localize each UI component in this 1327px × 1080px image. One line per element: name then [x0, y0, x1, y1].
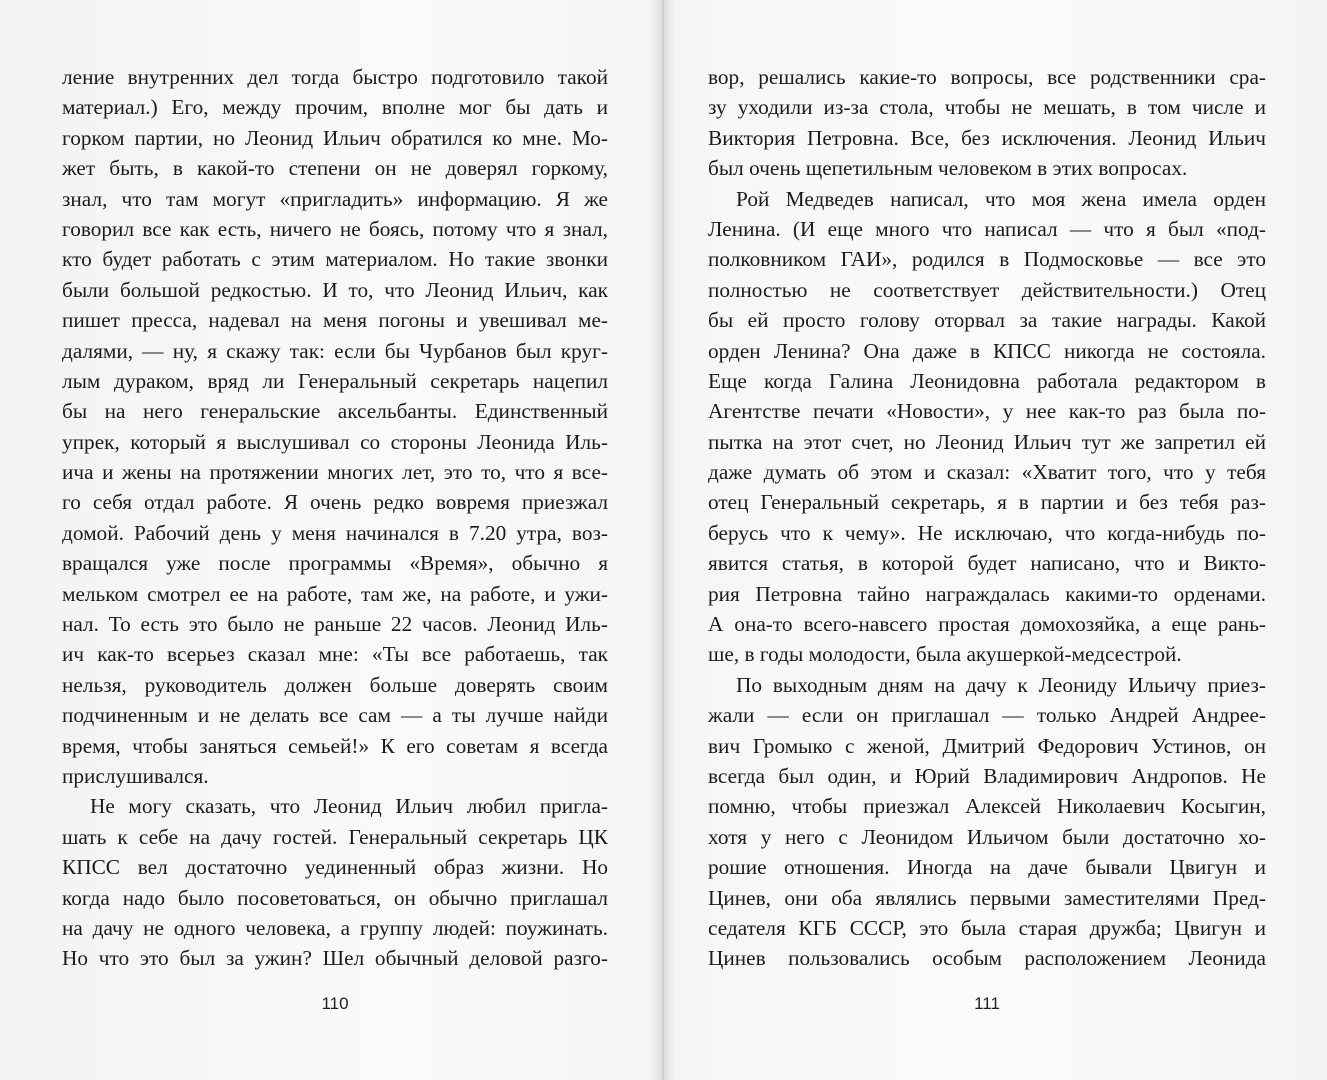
book-gutter — [662, 0, 664, 1080]
text-line: орден Ленина? Она даже в КПСС никогда не состояла. — [708, 338, 1266, 363]
text-line: рошие отношения. Иногда на даче бывали Цвигун и — [708, 855, 1266, 880]
text-line: зу уходили из-за стола, чтобы не мешать, в том числе и — [708, 95, 1266, 120]
text-line: ич как-то всерьез сказал мне: «Ты все работаешь, так — [62, 642, 608, 667]
text-line: вор, решались какие-то вопросы, все родственники сра- — [708, 65, 1266, 89]
text-line: го себя отдал работе. Я очень редко вовремя приезжал — [62, 490, 608, 515]
text-line: далями, — ну, я скажу так: если бы Чурбанов был круг- — [62, 338, 608, 363]
text-line: отец Генеральный секретарь, я в партии и без тебя раз- — [708, 490, 1266, 515]
text-line: Но что это был за ужин? Шел обычный деловой разго- — [62, 946, 608, 971]
text-line: Агентстве печати «Новости», у нее как-то раз была по- — [708, 399, 1266, 424]
text-line: Цинев, они оба являлись первыми заместителями Пред- — [708, 885, 1266, 910]
text-line: на дачу не одного человека, а группу людей: поужинать. — [62, 915, 608, 940]
text-line: Цинев пользовались особым расположением Леонида — [708, 946, 1266, 971]
text-line: полковником ГАИ», родился в Подмосковье — все это — [708, 247, 1266, 272]
text-line: всегда был один, и Юрий Владимирович Андропов. Не — [708, 763, 1266, 788]
text-line: мельком смотрел ее на работе, там же, на работе, и ужи- — [62, 581, 608, 606]
text-line: время, чтобы заняться семьей!» К его советам я всегда — [62, 733, 608, 758]
text-line: материал.) Его, между прочим, вполне мог бы дать и — [62, 95, 608, 120]
right-page — [708, 62, 1266, 974]
text-line: вич Громыко с женой, Дмитрий Федорович Устинов, он — [708, 733, 1266, 758]
paragraph-end-line: ше, в годы молодости, была акушеркой-медсестрой. — [708, 642, 1182, 667]
page-number-right: 111 — [974, 994, 1000, 1013]
text-line: А она-то всего-навсего простая домохозяйка, а еще рань- — [708, 612, 1266, 637]
paragraph-end-line: был очень щепетильным человеком в этих вопросах. — [708, 156, 1188, 181]
text-line: жет быть, в какой-то степени он не доверял горкому, — [62, 156, 608, 181]
text-line: говорил все как есть, ничего не боясь, потому что я знал, — [62, 216, 608, 241]
text-line: пишет пресса, надевал на меня погоны и увешивал ме- — [62, 308, 608, 333]
text-line: упрек, который я выслушивал со стороны Леонида Иль- — [62, 429, 608, 454]
text-line: жали — если он приглашал — только Андрей Андрее- — [708, 703, 1266, 728]
text-line: бы ей просто голову оторвал за такие награды. Какой — [708, 308, 1266, 333]
text-line: вращался уже после программы «Время», обычно я — [62, 551, 608, 576]
text-line: горком партии, но Леонид Ильич обратился ко мне. Мо- — [62, 125, 608, 150]
paragraph-start-line: По выходным дням на дачу к Леониду Ильичу приез- — [736, 672, 1266, 697]
text-line: домой. Рабочий день у меня начинался в 7.20 утра, воз- — [62, 520, 608, 545]
text-line: подчиненным и не делать все сам — а ты лучше найди — [62, 703, 608, 728]
text-line: седателя КГБ СССР, это была старая дружба; Цвигун и — [708, 915, 1266, 940]
text-line: бы на него генеральские аксельбанты. Единственный — [62, 399, 608, 424]
text-line: нельзя, руководитель должен больше доверять своим — [62, 672, 608, 697]
left-page — [62, 62, 608, 974]
text-line: явится статья, в которой будет написано, что и Викто- — [708, 551, 1266, 576]
page-number-left: 110 — [321, 994, 349, 1013]
text-line: пытка на этот счет, но Леонид Ильич тут же запретил ей — [708, 429, 1266, 454]
text-line: берусь что к чему». Не исключаю, что когда-нибудь по- — [708, 520, 1266, 545]
text-line: ича и жены на протяжении многих лет, это то, что я все- — [62, 460, 608, 485]
text-line: рия Петровна тайно награждалась какими-то орденами. — [708, 581, 1266, 606]
paragraph-start-line: Не могу сказать, что Леонид Ильич любил пригла- — [90, 794, 608, 819]
text-line: Ленина. (И еще много что написал — что я был «под- — [708, 216, 1266, 241]
text-line: помню, чтобы приезжал Алексей Николаевич Косыгин, — [708, 794, 1266, 819]
text-line: Виктория Петровна. Все, без исключения. Леонид Ильич — [708, 125, 1266, 150]
text-line: знал, что там могут «пригладить» информацию. Я же — [62, 186, 608, 211]
text-line: хотя у него с Леонидом Ильичом были достаточно хо- — [708, 824, 1266, 849]
paragraph-end-line: прислушивался. — [62, 763, 209, 788]
text-line: даже думать об этом и сказал: «Хватит того, что у тебя — [708, 460, 1266, 485]
text-line: лым дураком, вряд ли Генеральный секретарь нацепил — [62, 368, 608, 393]
text-line: полностью не соответствует действительности.) Отец — [708, 277, 1266, 302]
text-line: когда надо было посоветоваться, он обычно приглашал — [62, 885, 608, 910]
text-line: были большой редкостью. И то, что Леонид Ильич, как — [62, 277, 608, 302]
text-line: шать к себе на дачу гостей. Генеральный секретарь ЦК — [62, 824, 608, 849]
text-line: ление внутренних дел тогда быстро подготовило такой — [62, 65, 608, 89]
text-line: Еще когда Галина Леонидовна работала редактором в — [708, 368, 1266, 393]
paragraph-start-line: Рой Медведев написал, что моя жена имела орден — [736, 186, 1266, 211]
text-line: кто будет работать с этим материалом. Но такие звонки — [62, 247, 608, 272]
text-line: КПСС вел достаточно уединенный образ жизни. Но — [62, 855, 608, 880]
text-line: нал. То есть это было не раньше 22 часов. Леонид Иль- — [62, 612, 608, 637]
